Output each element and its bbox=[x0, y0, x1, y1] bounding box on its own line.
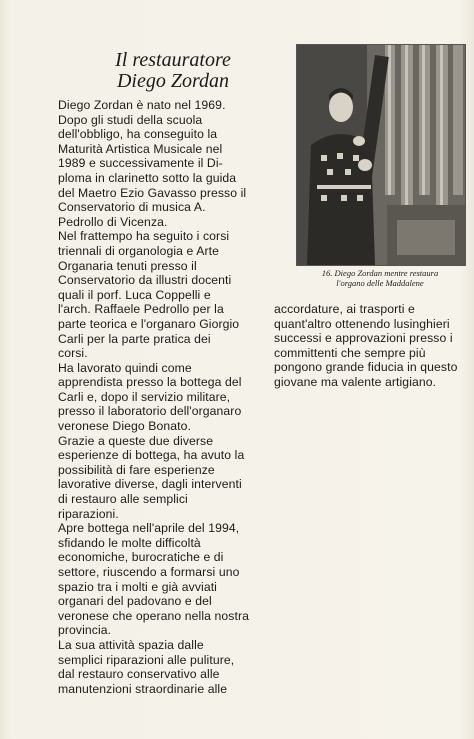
body-line: Organaria tenuti presso il bbox=[58, 258, 197, 273]
body-line: triennali di organologia e Arte bbox=[58, 243, 219, 258]
body-line: organari del padovano e del bbox=[58, 594, 212, 609]
caption-line-2: l'organo delle Maddalene bbox=[336, 278, 424, 288]
body-line: 1989 e successivamente il Di- bbox=[58, 156, 223, 171]
body-line: dal restauro conservativo alle bbox=[58, 667, 220, 682]
body-line: successi e approvazioni presso i bbox=[274, 331, 453, 346]
body-line: Diego Zordan è nato nel 1969. bbox=[58, 98, 226, 112]
body-line: spazio tra i molti e già avviati bbox=[58, 579, 217, 594]
body-line: Grazie a queste due diverse bbox=[58, 433, 214, 448]
title-line-1: Il restauratore bbox=[115, 49, 231, 71]
body-line: accordature, ai trasporti e bbox=[274, 302, 415, 316]
photo-restorer-at-organ bbox=[296, 44, 466, 266]
body-line: veronese Diego Bonato. bbox=[58, 419, 191, 434]
caption-line-1: 16. Diego Zordan mentre restaura bbox=[321, 268, 439, 278]
body-line: corsi. bbox=[58, 346, 88, 361]
body-line: l'arch. Raffaele Pedrollo per la bbox=[58, 302, 224, 317]
body-line: presso il laboratorio dell'organaro bbox=[58, 404, 242, 419]
body-line: veronese che operano nella nostra bbox=[58, 608, 249, 623]
body-line: Ha lavorato quindi come bbox=[58, 360, 192, 375]
article-title bbox=[58, 50, 288, 92]
body-line: manutenzioni straordinarie alle bbox=[58, 681, 228, 696]
body-line: provincia. bbox=[58, 623, 112, 638]
body-line: pongono grande fiducia in questo bbox=[274, 360, 458, 375]
body-line: di restauro alle semplici bbox=[58, 492, 188, 507]
body-line: Pedrollo di Vicenza. bbox=[58, 214, 168, 229]
photo-caption bbox=[292, 268, 468, 288]
title-line-2: Diego Zordan bbox=[116, 70, 230, 92]
body-line: ploma in clarinetto sotto la guida bbox=[58, 170, 237, 185]
body-line: Nel frattempo ha seguito i corsi bbox=[58, 229, 230, 244]
body-line: possibilità di fare esperienze bbox=[58, 462, 215, 477]
body-line: apprendista presso la bottega del bbox=[58, 375, 242, 390]
body-line: quant'altro ottenendo lusinghieri bbox=[274, 316, 450, 331]
body-line: Maturità Artistica Musicale nel bbox=[58, 141, 223, 156]
body-text-left-column bbox=[58, 98, 276, 696]
body-text-right-column bbox=[274, 302, 470, 390]
body-line: esperienze di bottega, ha avuto la bbox=[58, 448, 245, 463]
body-line: Carli per la parte pratica dei bbox=[58, 331, 211, 346]
body-line: Conservatorio da illustri docenti bbox=[58, 273, 232, 288]
body-line: Apre bottega nell'aprile del 1994, bbox=[58, 521, 240, 536]
body-line: settore, riuscendo a formarsi uno bbox=[58, 565, 240, 579]
body-line: committenti che sempre più bbox=[274, 345, 426, 360]
body-line: lavorative diverse, dagli interventi bbox=[58, 477, 242, 492]
body-line: Carli e, dopo il servizio militare, bbox=[58, 389, 231, 404]
body-line: Conservatorio di musica A. bbox=[58, 200, 206, 215]
body-line: riparazioni. bbox=[58, 506, 119, 521]
body-line: parte teorica e l'organaro Giorgio bbox=[58, 316, 240, 331]
body-line: economiche, burocratiche e di bbox=[58, 550, 224, 565]
body-line: semplici riparazioni alle puliture, bbox=[58, 652, 235, 667]
body-line: Dopo gli studi della scuola bbox=[58, 112, 203, 127]
body-line: quali il porf. Luca Coppelli e bbox=[58, 287, 211, 302]
body-line: del Maetro Ezio Gavasso presso il bbox=[58, 185, 247, 200]
body-line: La sua attività spazia dalle bbox=[58, 637, 204, 652]
body-line: sfidando le molte difficoltà bbox=[58, 535, 201, 550]
body-line: giovane ma valente artigiano. bbox=[274, 374, 437, 389]
body-line: dell'obbligo, ha conseguito la bbox=[58, 127, 218, 142]
